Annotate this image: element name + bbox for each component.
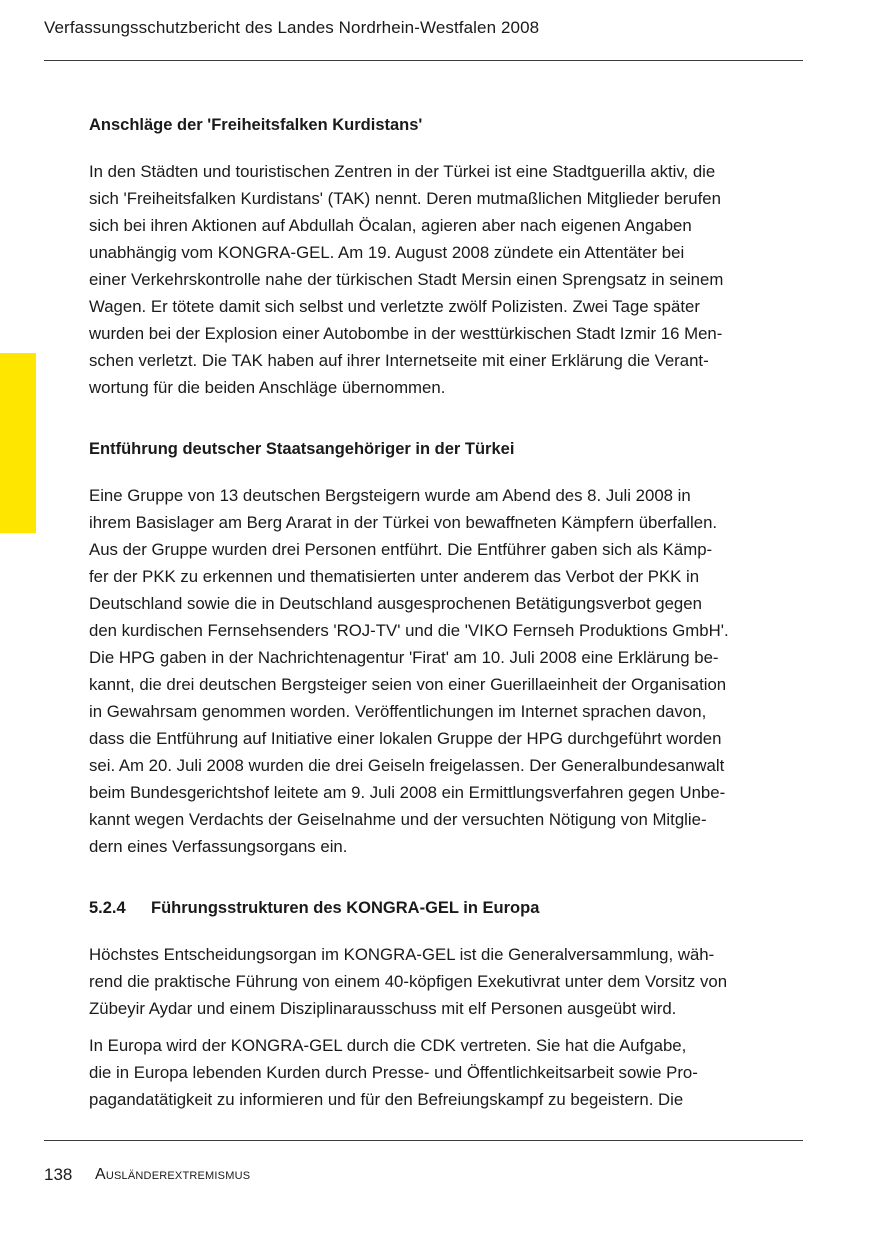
text-line: sich bei ihren Aktionen auf Abdullah Öcalan, agieren aber nach eigenen Angaben [89, 216, 692, 235]
section-heading: Entführung deutscher Staatsangehöriger in der Türkei [89, 440, 515, 458]
text-line: ihrem Basislager am Berg Ararat in der Türkei von bewaffneten Kämpfern überfallen. [89, 513, 718, 532]
text-line: Die HPG gaben in der Nachrichtenagentur 'Firat' am 10. Juli 2008 eine Erklärung be- [89, 648, 719, 667]
text-line: In Europa wird der KONGRA-GEL durch die CDK vertreten. Sie hat die Aufgabe, [89, 1036, 687, 1055]
text-line: Wagen. Er tötete damit sich selbst und verletzte zwölf Polizisten. Zwei Tage später [89, 297, 700, 316]
text-line: dern eines Verfassungsorgans ein. [89, 837, 348, 856]
text-line: einer Verkehrskontrolle nahe der türkischen Stadt Mersin einen Sprengsatz in seinem [89, 270, 724, 289]
text-line: rend die praktische Führung von einem 40-köpfigen Exekutivrat unter dem Vorsitz von [89, 972, 728, 991]
text-line: fer der PKK zu erkennen und thematisierten unter anderem das Verbot der PKK in [89, 567, 700, 586]
numbered-section-heading [89, 895, 805, 922]
text-line: sich 'Freiheitsfalken Kurdistans' (TAK) nennt. Deren mutmaßlichen Mitglieder berufen [89, 189, 721, 208]
footer-divider [44, 1140, 803, 1141]
chapter-marker-tab [0, 353, 36, 533]
text-line: sei. Am 20. Juli 2008 wurden die drei Geiseln freigelassen. Der Generalbundesanwalt [89, 756, 725, 775]
text-line: kannt wegen Verdachts der Geiselnahme und der versuchten Nötigung von Mitglie- [89, 810, 707, 829]
text-line: Höchstes Entscheidungsorgan im KONGRA-GEL ist die Generalversammlung, wäh- [89, 945, 715, 964]
header-divider [44, 60, 803, 61]
paragraph [89, 482, 805, 860]
page-number: 138 [44, 1165, 73, 1184]
paragraph [89, 941, 805, 1022]
text-line: unabhängig vom KONGRA-GEL. Am 19. August 2008 zündete ein Attentäter bei [89, 243, 685, 262]
chapter-title: Ausländerextremismus [95, 1166, 251, 1183]
text-line: Aus der Gruppe wurden drei Personen entführt. Die Entführer gaben sich als Kämp- [89, 540, 713, 559]
text-line: Eine Gruppe von 13 deutschen Bergsteigern wurde am Abend des 8. Juli 2008 in [89, 486, 691, 505]
text-line: den kurdischen Fernsehsenders 'ROJ-TV' und die 'VIKO Fernseh Produktions GmbH'. [89, 621, 729, 640]
text-line: dass die Entführung auf Initiative einer lokalen Gruppe der HPG durchgeführt worden [89, 729, 722, 748]
page-header-title: Verfassungsschutzbericht des Landes Nordrhein-Westfalen 2008 [44, 18, 540, 37]
text-line: in Gewahrsam genommen worden. Veröffentlichungen im Internet sprachen davon, [89, 702, 707, 721]
text-line: Deutschland sowie die in Deutschland ausgesprochenen Betätigungsverbot gegen [89, 594, 702, 613]
text-line: schen verletzt. Die TAK haben auf ihrer Internetseite mit einer Erklärung die Verant- [89, 351, 709, 370]
section-heading: Anschläge der 'Freiheitsfalken Kurdistans' [89, 116, 423, 134]
paragraph [89, 158, 805, 401]
text-line: beim Bundesgerichtshof leitete am 9. Juli 2008 ein Ermittlungsverfahren gegen Unbe- [89, 783, 726, 802]
text-line: kannt, die drei deutschen Bergsteiger seien von einer Guerillaeinheit der Organisation [89, 675, 727, 694]
text-line: wurden bei der Explosion einer Autobombe in der westtürkischen Stadt Izmir 16 Men- [89, 324, 723, 343]
text-line: die in Europa lebenden Kurden durch Presse- und Öffentlichkeitsarbeit sowie Pro- [89, 1063, 698, 1082]
page-body [89, 112, 805, 1113]
text-line: In den Städten und touristischen Zentren in der Türkei ist eine Stadtguerilla aktiv, die [89, 162, 716, 181]
text-line: Zübeyir Aydar und einem Disziplinarausschuss mit elf Personen ausgeübt wird. [89, 999, 677, 1018]
section-number: 5.2.4 [89, 899, 126, 917]
paragraph [89, 1032, 805, 1113]
text-line: pagandatätigkeit zu informieren und für den Befreiungskampf zu begeistern. Die [89, 1090, 684, 1109]
text-line: wortung für die beiden Anschläge übernommen. [89, 378, 446, 397]
section-title: Führungsstrukturen des KONGRA-GEL in Europa [151, 899, 540, 917]
